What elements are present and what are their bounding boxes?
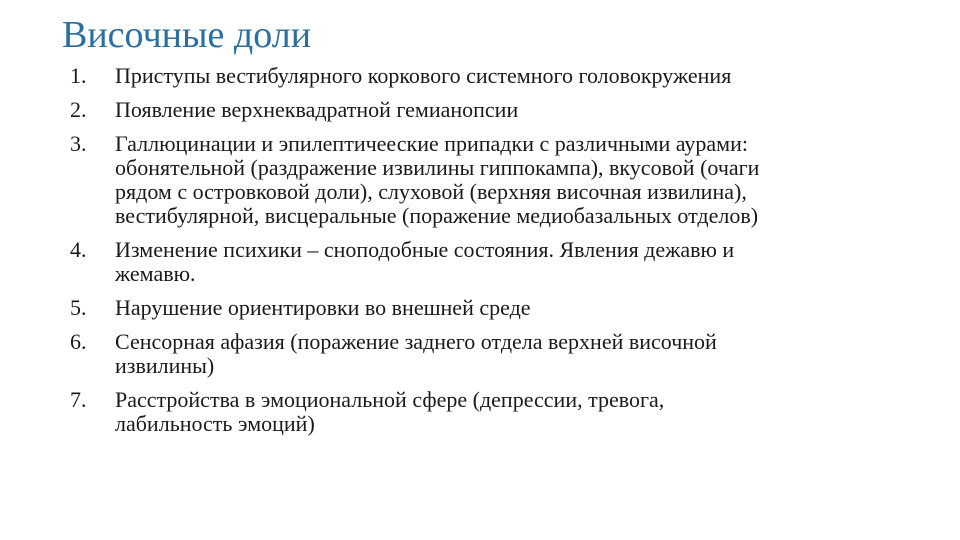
list-item-line: Сенсорная афазия (поражение заднего отдела верхней височной [115,329,717,354]
list-item-line: Появление верхнеквадратной гемианопсии [115,97,519,122]
numbered-list [70,64,910,446]
list-item-number: 6. [70,329,87,354]
list-item-text [115,238,734,286]
slide-title: Височные доли [62,14,312,56]
list-item-line: Расстройства в эмоциональной сфере (депрессии, тревога, [115,387,665,412]
list-item-number: 1. [70,63,87,88]
list-item-text [115,388,664,436]
list-item-line: жемавю. [115,261,196,286]
list-item-line: извилины) [115,353,215,378]
list-item-number: 5. [70,295,87,320]
list-item-text [115,132,759,228]
list-item [70,388,910,436]
list-item-line: обонятельной (раздражение извилины гиппокампа), вкусовой (очаги [115,155,760,180]
list-item-line: вестибулярной, висцеральные (поражение медиобазальных отделов) [115,203,759,228]
list-item-text [115,296,531,320]
list-item [70,238,910,286]
list-item-line: рядом с островковой доли), слуховой (верхняя височная извилина), [115,179,747,204]
list-item [70,98,910,122]
list-item-number: 4. [70,237,87,262]
list-item-line: Нарушение ориентировки во внешней среде [115,295,531,320]
list-item [70,296,910,320]
list-item-text [115,64,731,88]
list-item-number: 3. [70,131,87,156]
list-item-text [115,98,518,122]
list-item-number: 2. [70,97,87,122]
list-item [70,330,910,378]
list-item-line: Галлюцинации и эпилептичееские припадки с различными аурами: [115,131,748,156]
list-item-number: 7. [70,387,87,412]
list-item-text [115,330,717,378]
list-item-line: Приступы вестибулярного коркового системного головокружения [115,63,732,88]
list-item-line: лабильность эмоций) [115,411,315,436]
list-item [70,64,910,88]
list-item-line: Изменение психики – сноподобные состояния. Явления дежавю и [115,237,735,262]
list-item [70,132,910,228]
